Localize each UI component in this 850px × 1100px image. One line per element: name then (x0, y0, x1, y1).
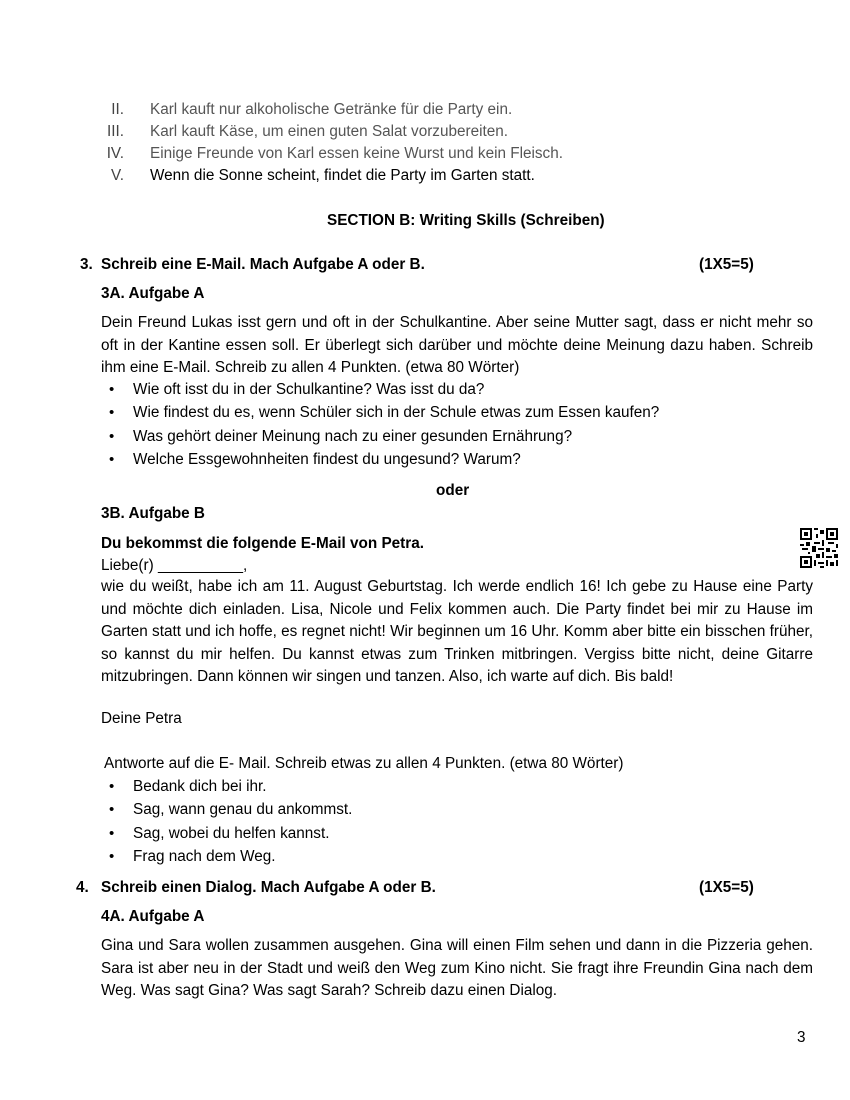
page-number: 3 (797, 1029, 806, 1046)
email-signoff: Deine Petra (101, 710, 182, 727)
task-points (101, 378, 659, 471)
statement-numeral: IV. (106, 145, 124, 162)
task-description: Dein Freund Lukas isst gern und oft in der Schulkantine. Aber seine Mutter sagt, dass er nicht mehr so oft in der Kantine essen soll. Er überlegt sich darüber und möchte deine Meinung dazu haben. Schreib ihm eine E-Mail. Schreib zu allen 4 Punkten. (etwa 80 Wörter) (101, 314, 813, 376)
section-heading: SECTION B: Writing Skills (Schreiben) (327, 212, 605, 229)
email-salutation: Liebe(r) __________, (101, 557, 248, 574)
statement-text: Karl kauft Käse, um einen guten Salat vorzubereiten. (150, 123, 508, 140)
statement-text: Wenn die Sonne scheint, findet die Party im Garten statt. (150, 167, 535, 184)
statement-text: Einige Freunde von Karl essen keine Wurst und kein Fleisch. (150, 145, 563, 162)
list-item: • Welche Essgewohnheiten findest du ungesund? Warum? (101, 448, 659, 471)
list-item: • Wie findest du es, wenn Schüler sich in der Schule etwas zum Essen kaufen? (101, 401, 659, 424)
task-heading: 3A. Aufgabe A (101, 285, 205, 302)
statement-numeral: II. (111, 101, 124, 118)
email-intro: Du bekommst die folgende E-Mail von Petra. (101, 535, 424, 552)
question-number: 3. (80, 256, 93, 273)
list-item: • Was gehört deiner Meinung nach zu einer gesunden Ernährung? (101, 425, 659, 448)
email-body: wie du weißt, habe ich am 11. August Geburtstag. Ich werde endlich 16! Ich gebe zu Hause eine Party und möchte dich einladen. Lisa, Nicole und Felix kommen auch. Die Party findet bei mir zu Hause im Garten statt und ich hoffe, es regnet nicht! Wir beginnen um 16 Uhr. Komm aber bitte ein bisschen früher, so kannst du mir helfen. Du kannst etwas zum Trinken mitbringen. Vergiss bitte nicht, deine Gitarre mitzubringen. Dann können wir singen und tanzen. Also, ich warte auf dich. Bis bald! (101, 578, 813, 685)
oder-separator: oder (436, 482, 470, 499)
question-marks: (1X5=5) (699, 879, 754, 896)
list-item: • Sag, wann genau du ankommst. (101, 798, 352, 821)
question-marks: (1X5=5) (699, 256, 754, 273)
task-heading: 3B. Aufgabe B (101, 505, 205, 522)
question-number: 4. (76, 879, 89, 896)
list-item: • Bedank dich bei ihr. (101, 775, 352, 798)
task-points (101, 775, 352, 868)
list-item: • Frag nach dem Weg. (101, 845, 352, 868)
list-item: • Sag, wobei du helfen kannst. (101, 822, 352, 845)
question-title: Schreib einen Dialog. Mach Aufgabe A oder B. (101, 879, 436, 896)
task-heading: 4A. Aufgabe A (101, 908, 205, 925)
statement-numeral: III. (107, 123, 124, 140)
question-title: Schreib eine E-Mail. Mach Aufgabe A oder B. (101, 256, 425, 273)
statement-text: Karl kauft nur alkoholische Getränke für die Party ein. (150, 101, 513, 118)
statement-numeral: V. (110, 167, 124, 184)
task-description: Gina und Sara wollen zusammen ausgehen. Gina will einen Film sehen und dann in die Pizzeria gehen. Sara ist aber neu in der Stadt und weiß den Weg zum Kino nicht. Sie fragt ihre Freundin Gina nach dem Weg. Was sagt Gina? Was sagt Sarah? Schreib dazu einen Dialog. (101, 937, 813, 999)
list-item: • Wie oft isst du in der Schulkantine? Was isst du da? (101, 378, 659, 401)
task-instruction: Antworte auf die E- Mail. Schreib etwas zu allen 4 Punkten. (etwa 80 Wörter) (104, 755, 624, 772)
qr-code-icon (800, 528, 838, 568)
